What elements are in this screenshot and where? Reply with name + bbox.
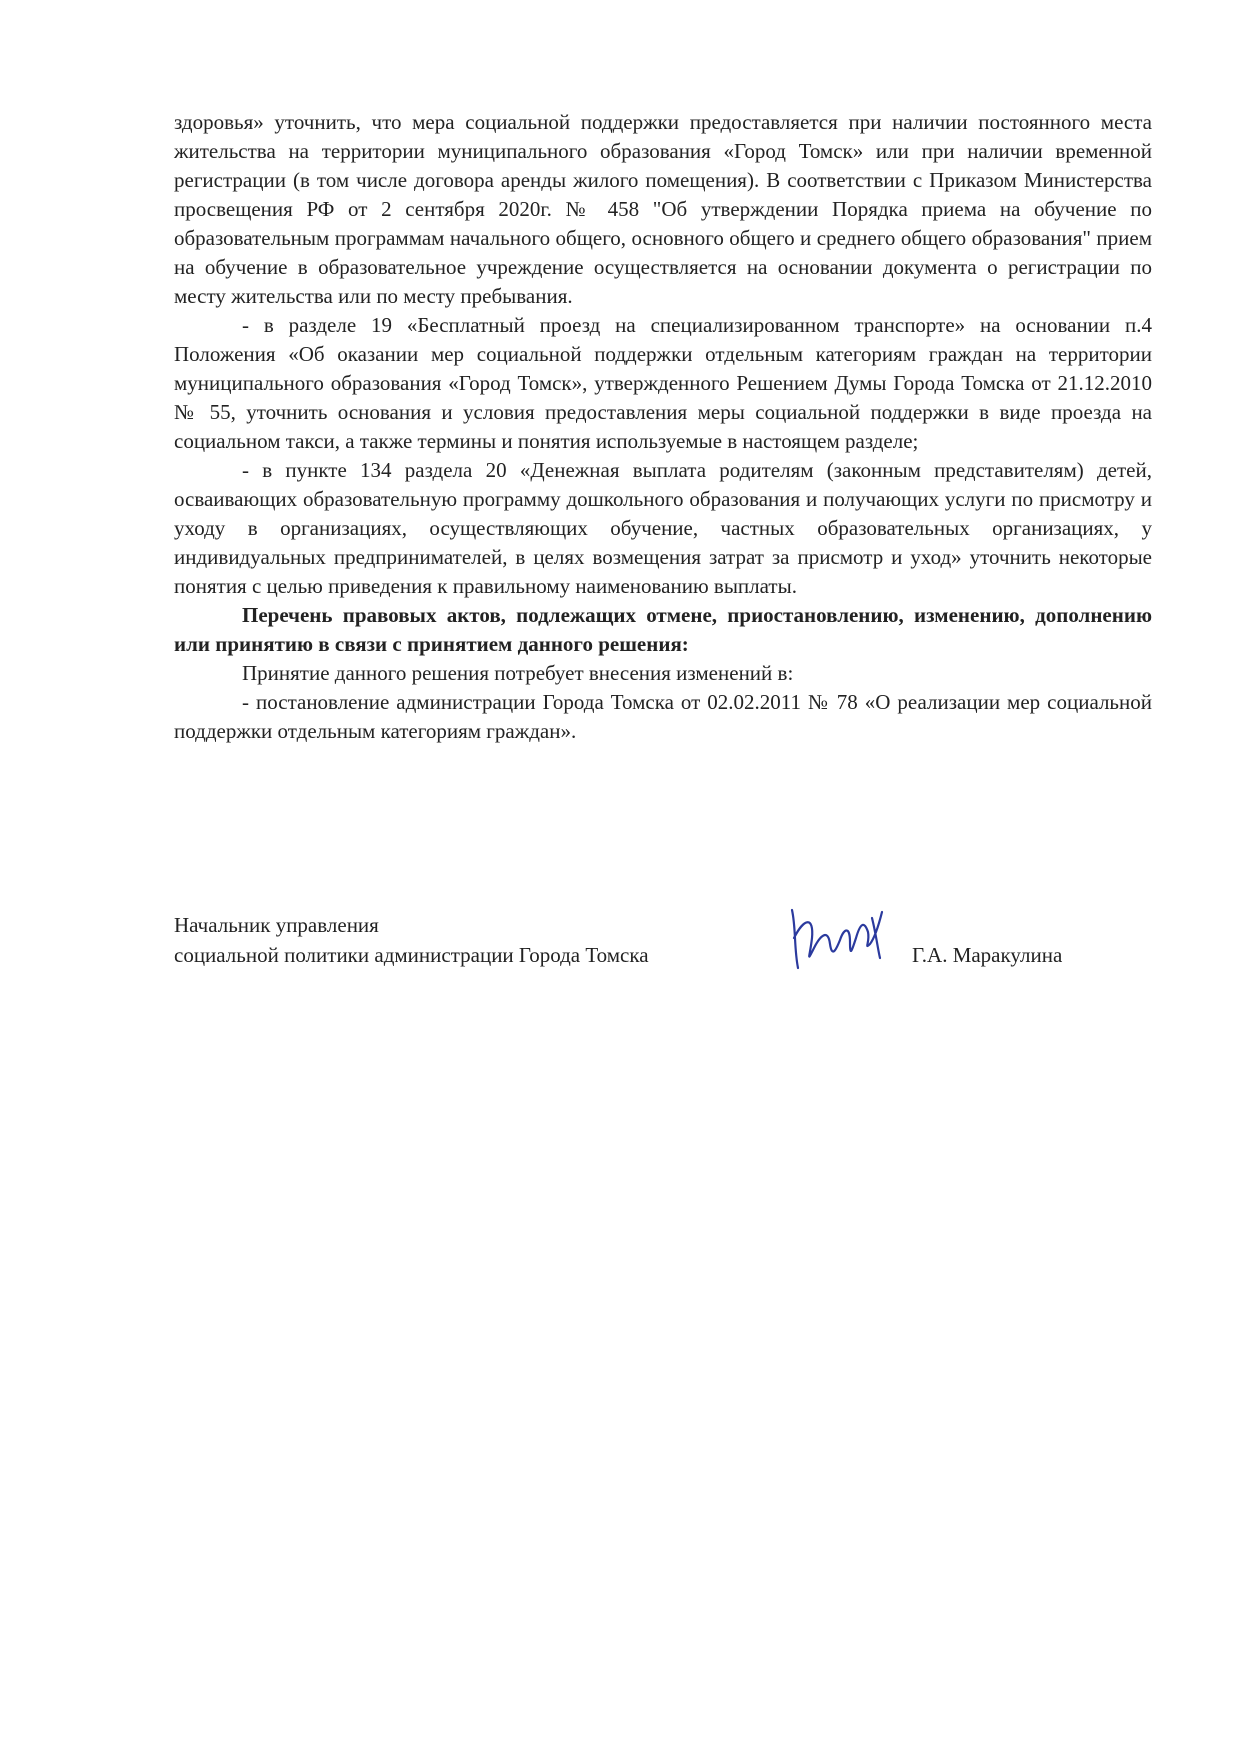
- signatory-position: [174, 910, 774, 970]
- position-line-2: социальной политики администрации Города Томска: [174, 943, 649, 967]
- document-body: [174, 108, 1152, 746]
- paragraph-health-measure: здоровья» уточнить, что мера социальной поддержки предоставляется при наличии постоянного места жительства на территории муниципального образования «Город Томск» или при наличии временной регистрации (в том числе договора аренды жилого помещения). В соответствии с Приказом Министерства просвещения РФ от 2 сентября 2020г. № 458 "Об утверждении Порядка приема на обучение по образовательным программам начального общего, основного общего и среднего общего образования" прием на обучение в образовательное учреждение осуществляется на основании документа о регистрации по месту жительства или по месту пребывания.: [174, 110, 1152, 308]
- paragraph-changes-intro: Принятие данного решения потребует внесения изменений в:: [242, 661, 794, 685]
- signatory-name: Г.А. Маракулина: [912, 943, 1063, 967]
- handwritten-signature: [784, 898, 894, 978]
- paragraph-section-20: - в пункте 134 раздела 20 «Денежная выплата родителям (законным представителям) детей, осваивающих образовательную программу дошкольного образования и получающих услуги по присмотру и уходу в организациях, осуществляющих обучение, частных образовательных организациях, у индивидуальных предпринимателей, в целях возмещения затрат за присмотр и уход» уточнить некоторые понятия с целью приведения к правильному наименованию выплаты.: [174, 458, 1152, 598]
- legal-acts-heading: Перечень правовых актов, подлежащих отмене, приостановлению, изменению, дополнению или принятию в связи с принятием данного решения:: [174, 603, 1152, 656]
- position-line-1: Начальник управления: [174, 913, 379, 937]
- paragraph-section-19: - в разделе 19 «Бесплатный проезд на специализированном транспорте» на основании п.4 Положения «Об оказании мер социальной поддержки отдельным категориям граждан на территории муниципального образования «Город Томск», утвержденного Решением Думы Города Томска от 21.12.2010 № 55, уточнить основания и условия предоставления меры социальной поддержки в виде проезда на социальном такси, а также термины и понятия используемые в настоящем разделе;: [174, 313, 1152, 453]
- paragraph-resolution-78: - постановление администрации Города Томска от 02.02.2011 № 78 «О реализации мер социальной поддержки отдельным категориям граждан».: [174, 690, 1152, 743]
- signature-block: [174, 910, 1154, 980]
